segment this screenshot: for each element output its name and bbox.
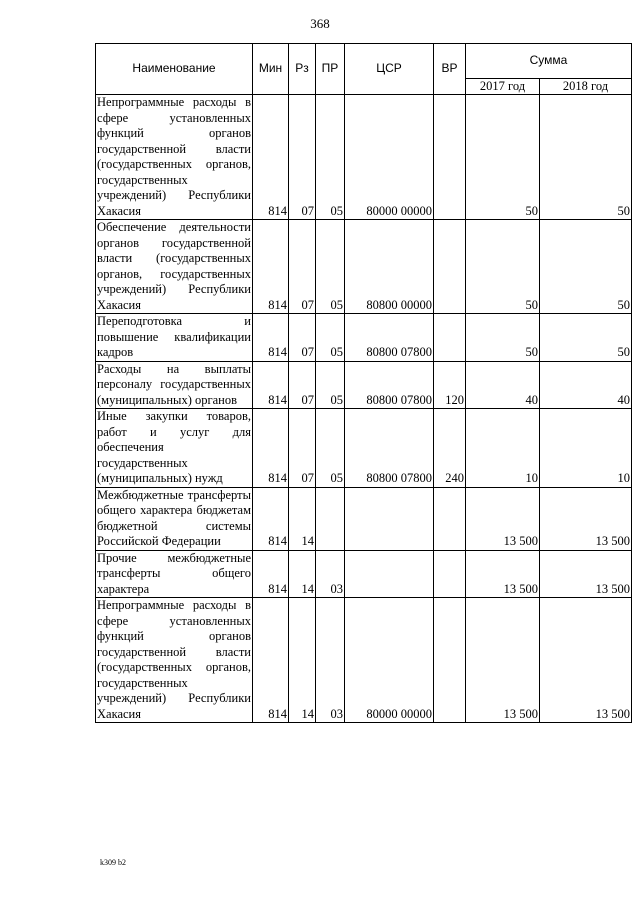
header-year-2017: 2017 год <box>466 79 540 95</box>
row-name: Прочие межбюджетные трансферты общего характера <box>97 550 251 596</box>
header-pr: ПР <box>316 44 345 95</box>
table-row <box>96 95 632 220</box>
row-sum-2017: 50 <box>466 220 540 314</box>
row-vr <box>434 220 466 314</box>
row-csr: 80800 07800 <box>345 409 434 488</box>
header-sum: Сумма <box>466 44 632 79</box>
header-vr: ВР <box>434 44 466 95</box>
row-vr <box>434 550 466 598</box>
row-vr: 120 <box>434 361 466 409</box>
row-vr: 240 <box>434 409 466 488</box>
row-name: Непрограммные расходы в сфере установленных функций органов государственной власти (государственных органов, государственных учреждений) Республики Хакасия <box>97 598 251 721</box>
table-row <box>96 361 632 409</box>
table-row <box>96 409 632 488</box>
row-sum-2018: 40 <box>540 361 632 409</box>
footer-code: k309 b2 <box>100 858 126 867</box>
header-year-2018: 2018 год <box>540 79 632 95</box>
row-name: Иные закупки товаров, работ и услуг для обеспечения государственных (муниципальных) нужд <box>97 409 251 485</box>
table-row <box>96 314 632 362</box>
row-pr: 05 <box>316 361 345 409</box>
row-min: 814 <box>253 361 289 409</box>
row-name: Межбюджетные трансферты общего характера бюджетам бюджетной системы Российской Федерации <box>97 487 251 548</box>
row-vr <box>434 598 466 723</box>
row-sum-2017: 50 <box>466 314 540 362</box>
row-rz: 07 <box>289 314 316 362</box>
row-sum-2018: 13 500 <box>540 487 632 550</box>
row-sum-2018: 10 <box>540 409 632 488</box>
row-vr <box>434 95 466 220</box>
row-min: 814 <box>253 598 289 723</box>
row-rz: 14 <box>289 598 316 723</box>
row-name: Расходы на выплаты персоналу государственных (муниципальных) органов <box>97 361 251 407</box>
row-sum-2017: 40 <box>466 361 540 409</box>
row-sum-2018: 50 <box>540 220 632 314</box>
header-min: Мин <box>253 44 289 95</box>
table-row <box>96 487 632 550</box>
row-rz: 14 <box>289 550 316 598</box>
row-sum-2018: 13 500 <box>540 550 632 598</box>
row-rz: 07 <box>289 409 316 488</box>
row-rz: 14 <box>289 487 316 550</box>
row-sum-2017: 10 <box>466 409 540 488</box>
table-row <box>96 550 632 598</box>
row-name: Непрограммные расходы в сфере установленных функций органов государственной власти (государственных органов, государственных учреждений) Республики Хакасия <box>97 95 251 218</box>
row-pr <box>316 487 345 550</box>
row-sum-2018: 50 <box>540 314 632 362</box>
row-pr: 05 <box>316 314 345 362</box>
row-sum-2018: 13 500 <box>540 598 632 723</box>
header-csr: ЦСР <box>345 44 434 95</box>
row-sum-2017: 13 500 <box>466 550 540 598</box>
row-vr <box>434 314 466 362</box>
budget-table <box>95 43 632 723</box>
row-sum-2018: 50 <box>540 95 632 220</box>
row-pr: 03 <box>316 598 345 723</box>
header-rz: Рз <box>289 44 316 95</box>
row-csr: 80000 00000 <box>345 95 434 220</box>
row-csr <box>345 550 434 598</box>
row-csr: 80800 07800 <box>345 361 434 409</box>
row-min: 814 <box>253 95 289 220</box>
row-sum-2017: 13 500 <box>466 598 540 723</box>
row-rz: 07 <box>289 361 316 409</box>
row-name: Переподготовка и повышение квалификации кадров <box>97 314 251 359</box>
row-rz: 07 <box>289 220 316 314</box>
row-csr: 80800 07800 <box>345 314 434 362</box>
row-csr: 80000 00000 <box>345 598 434 723</box>
row-vr <box>434 487 466 550</box>
row-pr: 05 <box>316 220 345 314</box>
row-csr <box>345 487 434 550</box>
row-pr: 05 <box>316 95 345 220</box>
row-pr: 05 <box>316 409 345 488</box>
table-row <box>96 220 632 314</box>
row-name: Обеспечение деятельности органов государственной власти (государственных органов, государственных учреждений) Республики Хакасия <box>97 220 251 312</box>
row-pr: 03 <box>316 550 345 598</box>
row-min: 814 <box>253 409 289 488</box>
row-sum-2017: 13 500 <box>466 487 540 550</box>
row-csr: 80800 00000 <box>345 220 434 314</box>
row-rz: 07 <box>289 95 316 220</box>
header-name: Наименование <box>96 44 253 95</box>
row-min: 814 <box>253 550 289 598</box>
row-min: 814 <box>253 314 289 362</box>
table-row <box>96 598 632 723</box>
row-min: 814 <box>253 487 289 550</box>
page-number: 368 <box>310 16 330 31</box>
row-sum-2017: 50 <box>466 95 540 220</box>
row-min: 814 <box>253 220 289 314</box>
